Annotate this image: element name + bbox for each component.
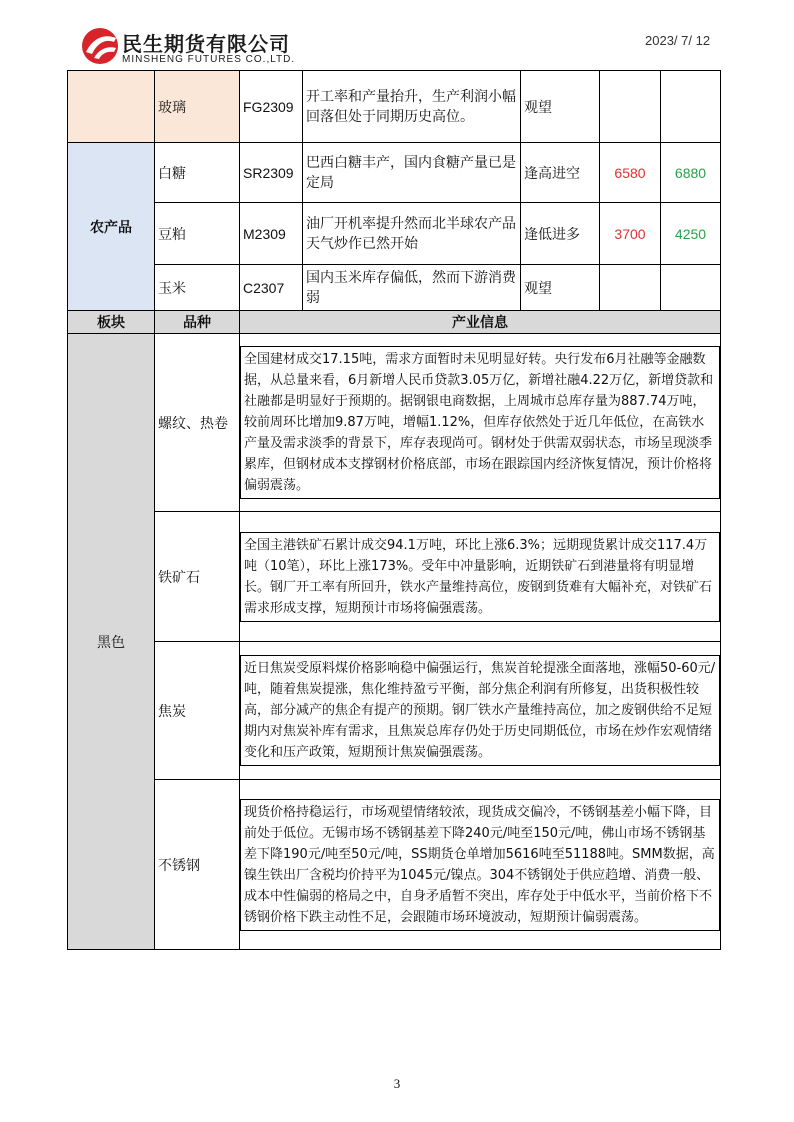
contract-code: SR2309 <box>240 143 303 203</box>
industry-info-cell <box>240 642 721 780</box>
brand-name-en: MINSHENG FUTURES CO.,LTD. <box>122 54 296 65</box>
industry-info: 全国建材成交17.15吨，需求方面暂时未见明显好转。央行发布6月社融等金融数据，从总量来看，6月新增人民币贷款3.05万亿，新增社融4.22万亿，新增贷款和社融都是明显好于预期的。据钢银电商数据，上周城市总库存量为887.74万吨，较前周环比增加9.87万吨，增幅1.12%，但库存依然处于近几年低位，在高铁水产量及需求淡季的背景下，库存表现尚可。钢材处于供需双弱状态，市场呈现淡季累库，但钢材成本支撑钢材价格底部，市场在跟踪国内经济恢复情况，预计价格将偏弱震荡。 <box>240 346 720 499</box>
header-product: 品种 <box>155 311 240 334</box>
table-row <box>68 780 721 950</box>
product-description: 巴西白糖丰产，国内食糖产量已是定局 <box>303 143 521 203</box>
product-name: 不锈钢 <box>155 780 240 950</box>
table-row <box>68 512 721 642</box>
sector-agri: 农产品 <box>68 143 155 311</box>
sector-cell-empty <box>68 71 155 143</box>
strategy: 观望 <box>521 71 600 143</box>
table-header-row <box>68 311 721 334</box>
product-description: 油厂开机率提升然而北半球农产品天气炒作已然开始 <box>303 203 521 265</box>
price-low <box>600 71 661 143</box>
strategy: 逢低进多 <box>521 203 600 265</box>
page-header <box>0 0 794 70</box>
contract-code: C2307 <box>240 265 303 311</box>
strategy: 观望 <box>521 265 600 311</box>
industry-info: 全国主港铁矿石累计成交94.1万吨，环比上涨6.3%；远期现货累计成交117.4万吨（10笔），环比上涨173%。受年中冲量影响，近期铁矿石到港量将有明显增长。钢厂开工率有所回升，铁水产量维持高位，废钢到货难有大幅补充，对铁矿石需求形成支撑，短期预计市场将偏强震荡。 <box>240 532 720 622</box>
price-low: 6580 <box>600 143 661 203</box>
header-sector: 板块 <box>68 311 155 334</box>
price-high <box>661 71 721 143</box>
product-name: 白糖 <box>155 143 240 203</box>
product-name: 铁矿石 <box>155 512 240 642</box>
industry-info-cell <box>240 780 721 950</box>
price-high: 6880 <box>661 143 721 203</box>
table-row <box>68 143 721 203</box>
sector-black: 黑色 <box>68 334 155 950</box>
report-date: 2023/ 7/ 12 <box>645 33 711 48</box>
price-low <box>600 265 661 311</box>
header-industry-info: 产业信息 <box>240 311 721 334</box>
product-name: 豆粕 <box>155 203 240 265</box>
page-number: 3 <box>393 1076 401 1091</box>
table-row <box>68 334 721 512</box>
product-name: 玉米 <box>155 265 240 311</box>
price-low: 3700 <box>600 203 661 265</box>
product-description: 开工率和产量抬升，生产利润小幅回落但处于同期历史高位。 <box>303 71 521 143</box>
industry-info-cell <box>240 334 721 512</box>
industry-info: 现货价格持稳运行，市场观望情绪较浓，现货成交偏冷，不锈钢基差小幅下降，目前处于低位。无锡市场不锈钢基差下降240元/吨至150元/吨，佛山市场不锈钢基差下降190元/吨至50元/吨，SS期货仓单增加5616吨至51188吨。SMM数据，高镍生铁出厂含税均价持平为1045元/镍点。304不锈钢处于供应趋增、消费一般、成本中性偏弱的格局之中，自身矛盾暂不突出，库存处于中低水平，当前价格下不锈钢价格下跌主动性不足，会跟随市场环境波动，短期预计偏弱震荡。 <box>240 799 720 931</box>
strategy: 逢高进空 <box>521 143 600 203</box>
price-high <box>661 265 721 311</box>
brand-name-cn: 民生期货有限公司 <box>122 32 290 56</box>
product-description: 国内玉米库存偏低，然而下游消费弱 <box>303 265 521 311</box>
table-row <box>68 265 721 311</box>
contract-code: FG2309 <box>240 71 303 143</box>
price-high: 4250 <box>661 203 721 265</box>
contract-code: M2309 <box>240 203 303 265</box>
product-name: 玻璃 <box>155 71 240 143</box>
strategy-table <box>67 70 721 950</box>
industry-info-cell <box>240 512 721 642</box>
product-name: 焦炭 <box>155 642 240 780</box>
minsheng-logo-icon <box>80 26 120 66</box>
product-name: 螺纹、热卷 <box>155 334 240 512</box>
table-row <box>68 203 721 265</box>
table-row <box>68 642 721 780</box>
industry-info: 近日焦炭受原料煤价格影响稳中偏强运行，焦炭首轮提涨全面落地，涨幅50-60元/吨，随着焦炭提涨，焦化维持盈亏平衡，部分焦企利润有所修复，出货积极性较高，部分减产的焦企有提产的预期。钢厂铁水产量维持高位，加之废钢供给不足短期内对焦炭补库有需求，且焦炭总库存仍处于历史同期低位，市场在炒作宏观情绪变化和压产政策，短期预计焦炭偏强震荡。 <box>240 655 720 766</box>
table-row <box>68 71 721 143</box>
